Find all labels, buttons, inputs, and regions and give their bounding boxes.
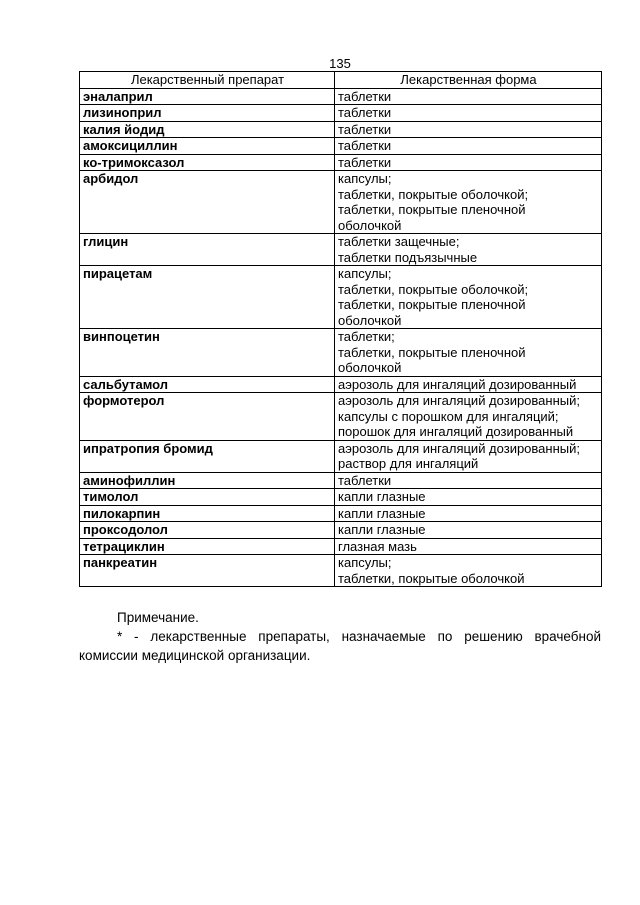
table-row <box>80 234 602 266</box>
drug-name-cell: арбидол <box>80 171 335 234</box>
dosage-form-line: таблетки подъязычные <box>338 249 478 265</box>
dosage-form-line: капсулы; <box>338 266 392 281</box>
drug-name-cell: тимолол <box>80 489 335 506</box>
dosage-form-cell <box>335 171 602 234</box>
table-row <box>80 121 602 138</box>
dosage-form-line: аэрозоль для ингаляций дозированный <box>338 376 577 392</box>
dosage-form-cell <box>335 88 602 105</box>
dosage-form-line: капли глазные <box>338 522 426 537</box>
table-row <box>80 329 602 377</box>
table-row <box>80 105 602 122</box>
dosage-form-line: таблетки; <box>338 329 395 344</box>
drug-name-cell: панкреатин <box>80 555 335 587</box>
dosage-form-cell <box>335 505 602 522</box>
dosage-form-cell <box>335 105 602 122</box>
table-row <box>80 393 602 441</box>
dosage-form-cell <box>335 393 602 441</box>
drug-name-cell: калия йодид <box>80 121 335 138</box>
dosage-form-line: таблетки, покрытые пленочной <box>338 297 526 312</box>
dosage-form-line: таблетки, покрытые оболочкой; <box>338 186 529 202</box>
dosage-form-line: таблетки <box>338 121 392 137</box>
dosage-form-cell <box>335 266 602 329</box>
note-text: * - лекарственные препараты, назначаемые по решению врачебной комиссии медицинской организации. <box>79 629 601 663</box>
dosage-form-line: таблетки <box>338 472 392 488</box>
dosage-form-line: капсулы; <box>338 555 392 570</box>
table-header-row <box>80 72 602 89</box>
dosage-form-line: оболочкой <box>338 360 402 375</box>
table-row <box>80 555 602 587</box>
table-row <box>80 88 602 105</box>
drug-table <box>79 71 602 587</box>
table-row <box>80 266 602 329</box>
dosage-form-cell <box>335 154 602 171</box>
drug-name-cell: аминофиллин <box>80 472 335 489</box>
note-block <box>79 608 601 665</box>
dosage-form-line: таблетки <box>338 138 392 153</box>
dosage-form-line: таблетки <box>338 154 392 170</box>
drug-name-cell: пилокарпин <box>80 505 335 522</box>
column-header-form: Лекарственная форма <box>335 72 602 89</box>
dosage-form-cell <box>335 555 602 587</box>
dosage-form-line: таблетки <box>338 105 392 120</box>
dosage-form-line: капли глазные <box>338 489 426 504</box>
drug-name-cell: ко-тримоксазол <box>80 154 335 171</box>
table-row <box>80 522 602 539</box>
dosage-form-cell <box>335 489 602 506</box>
dosage-form-line: таблетки <box>338 88 392 104</box>
table-row <box>80 489 602 506</box>
dosage-form-line: таблетки, покрытые пленочной <box>338 344 526 360</box>
dosage-form-cell <box>335 472 602 489</box>
table-row <box>80 472 602 489</box>
dosage-form-cell <box>335 376 602 393</box>
dosage-form-line: капсулы с порошком для ингаляций; <box>338 408 559 424</box>
column-header-drug: Лекарственный препарат <box>80 72 335 89</box>
drug-name-cell: формотерол <box>80 393 335 441</box>
dosage-form-line: глазная мазь <box>338 538 417 554</box>
table-row <box>80 505 602 522</box>
drug-name-cell: винпоцетин <box>80 329 335 377</box>
note-title: Примечание. <box>117 610 199 625</box>
table-row <box>80 154 602 171</box>
dosage-form-cell <box>335 234 602 266</box>
dosage-form-cell <box>335 329 602 377</box>
dosage-form-cell <box>335 538 602 555</box>
dosage-form-cell <box>335 440 602 472</box>
dosage-form-cell <box>335 138 602 155</box>
drug-name-cell: эналаприл <box>80 88 335 105</box>
page-number: 135 <box>329 56 351 71</box>
dosage-form-line: порошок для ингаляций дозированный <box>338 424 574 439</box>
drug-name-cell: сальбутамол <box>80 376 335 393</box>
table-row <box>80 538 602 555</box>
dosage-form-cell <box>335 121 602 138</box>
dosage-form-line: таблетки, покрытые оболочкой <box>338 570 525 586</box>
dosage-form-line: аэрозоль для ингаляций дозированный; <box>338 440 580 456</box>
table-row <box>80 440 602 472</box>
dosage-form-line: таблетки защечные; <box>338 234 460 249</box>
dosage-form-line: раствор для ингаляций <box>338 456 479 471</box>
dosage-form-line: оболочкой <box>338 312 402 328</box>
drug-name-cell: амоксициллин <box>80 138 335 155</box>
drug-name-cell: глицин <box>80 234 335 266</box>
drug-name-cell: тетрациклин <box>80 538 335 555</box>
drug-name-cell: ипратропия бромид <box>80 440 335 472</box>
drug-name-cell: лизиноприл <box>80 105 335 122</box>
dosage-form-line: капли глазные <box>338 505 426 521</box>
dosage-form-line: таблетки, покрытые пленочной <box>338 202 526 217</box>
dosage-form-cell <box>335 522 602 539</box>
dosage-form-line: оболочкой <box>338 217 402 233</box>
dosage-form-line: аэрозоль для ингаляций дозированный; <box>338 393 580 408</box>
drug-name-cell: пирацетам <box>80 266 335 329</box>
table-row <box>80 138 602 155</box>
table-row <box>80 171 602 234</box>
dosage-form-line: таблетки, покрытые оболочкой; <box>338 281 529 297</box>
table-row <box>80 376 602 393</box>
dosage-form-line: капсулы; <box>338 171 392 186</box>
drug-name-cell: проксодолол <box>80 522 335 539</box>
table-body <box>80 88 602 587</box>
